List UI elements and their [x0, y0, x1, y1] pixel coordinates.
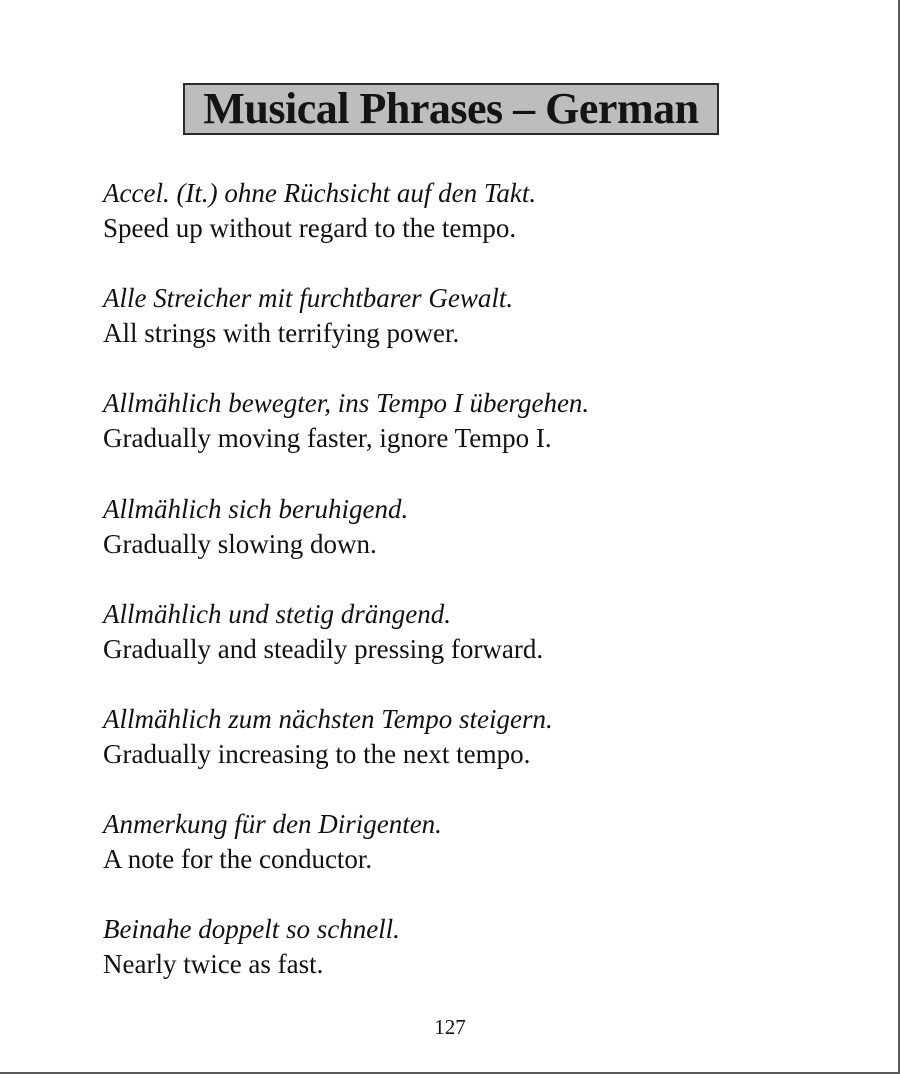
german-phrase: Anmerkung für den Dirigenten.: [103, 809, 442, 840]
phrase-entry: [103, 176, 863, 281]
phrase-list: [103, 176, 863, 1018]
german-phrase: Alle Streicher mit furchtbarer Gewalt.: [103, 283, 514, 314]
german-phrase: Allmählich und stetig drängend.: [103, 598, 451, 629]
english-translation: Gradually and steadily pressing forward.: [103, 633, 544, 664]
german-phrase: Allmählich sich beruhigend.: [103, 493, 409, 524]
title-box: [183, 83, 719, 135]
phrase-entry: [103, 281, 863, 386]
english-translation: All strings with terrifying power.: [103, 318, 460, 349]
english-translation: Speed up without regard to the tempo.: [103, 213, 517, 243]
phrase-entry: [103, 702, 863, 807]
english-translation: Gradually slowing down.: [103, 528, 377, 559]
phrase-entry: [103, 386, 863, 491]
phrase-entry: [103, 912, 863, 1017]
english-translation: Gradually moving faster, ignore Tempo I.: [103, 423, 552, 454]
english-translation: A note for the conductor.: [103, 844, 373, 875]
german-phrase: Beinahe doppelt so schnell.: [103, 914, 400, 945]
german-phrase: Accel. (It.) ohne Rüchsicht auf den Takt.: [103, 178, 537, 208]
english-translation: Gradually increasing to the next tempo.: [103, 738, 531, 769]
page-number: 127: [434, 1015, 466, 1039]
phrase-entry: [103, 492, 863, 597]
phrase-entry: [103, 597, 863, 702]
phrase-entry: [103, 807, 863, 912]
english-translation: Nearly twice as fast.: [103, 949, 324, 980]
german-phrase: Allmählich zum nächsten Tempo steigern.: [103, 703, 553, 734]
page-title: Musical Phrases – German: [203, 84, 699, 133]
german-phrase: Allmählich bewegter, ins Tempo I übergehen.: [103, 388, 590, 419]
